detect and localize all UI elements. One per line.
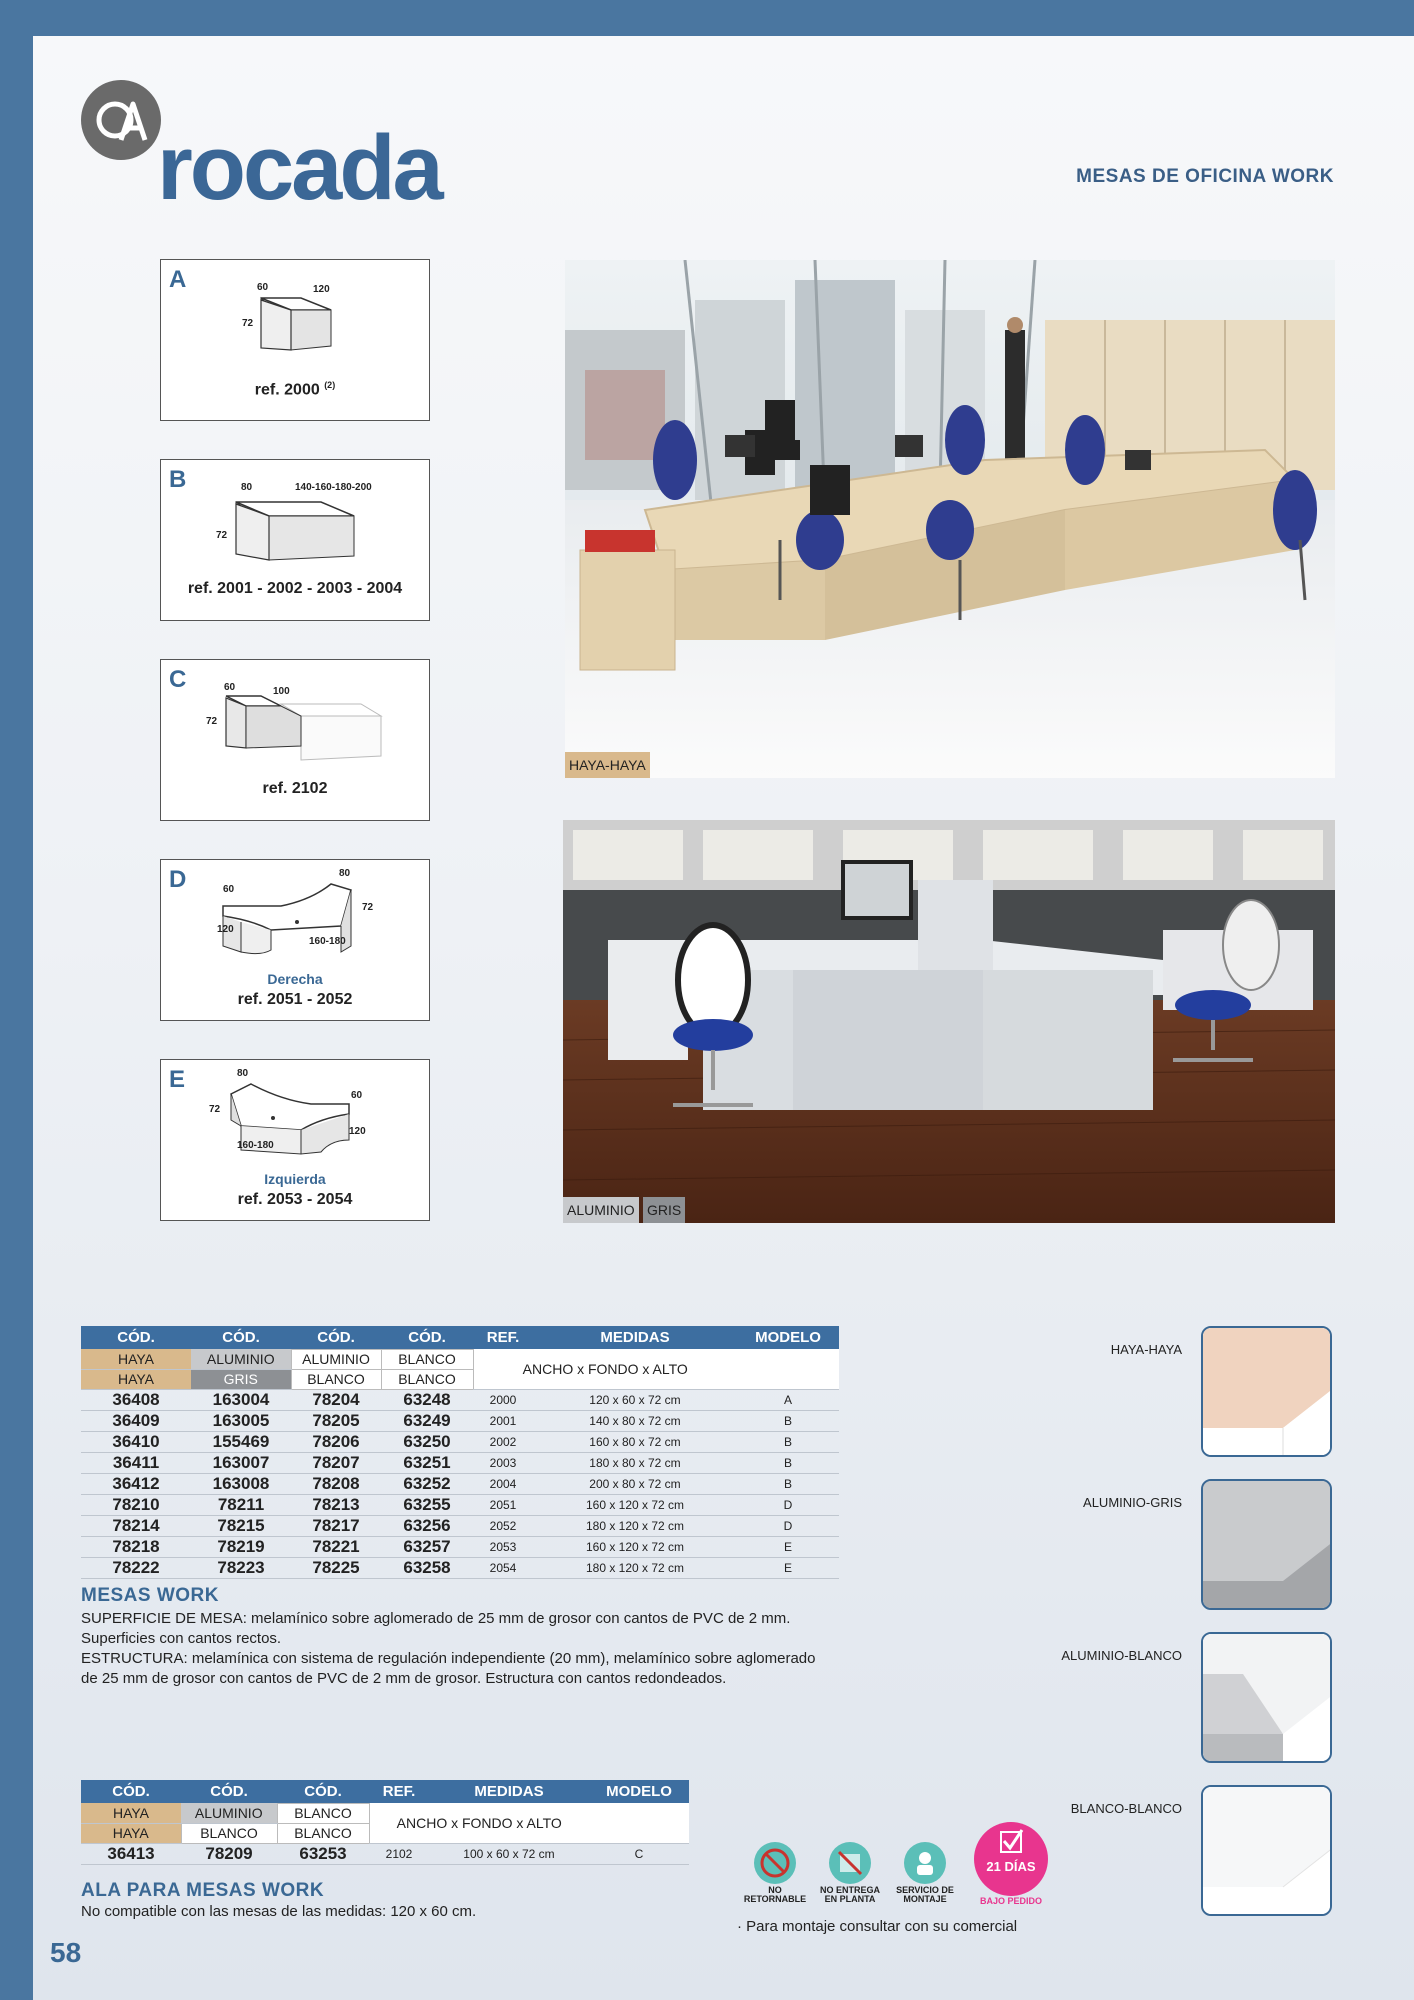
- code-cell: 63256: [381, 1515, 473, 1536]
- col-header: CÓD.: [81, 1326, 191, 1349]
- office-photo-aluminio: [563, 820, 1335, 1223]
- description-line: SUPERFICIE DE MESA: melamínico sobre aglomerado de 25 mm de grosor con cantos de PVC de 2 mm.: [81, 1610, 791, 1627]
- finish-row: [81, 1349, 839, 1369]
- code-cell: 78223: [191, 1557, 291, 1578]
- swatch-label: ALUMINIO-BLANCO: [1061, 1648, 1182, 1663]
- value-cell: 2051: [473, 1494, 533, 1515]
- value-cell: D: [737, 1515, 839, 1536]
- finish-row: [81, 1803, 689, 1823]
- dim-depth: 60: [224, 682, 236, 693]
- value-cell: 100 x 60 x 72 cm: [429, 1843, 589, 1864]
- table-row: [81, 1557, 839, 1578]
- table-header-row: [81, 1326, 839, 1349]
- dim-left: 120: [217, 924, 234, 935]
- value-cell: 2001: [473, 1410, 533, 1431]
- model-letter: E: [169, 1066, 186, 1093]
- col-header: CÓD.: [277, 1780, 369, 1803]
- code-cell: 36412: [81, 1473, 191, 1494]
- code-cell: 78225: [291, 1557, 381, 1578]
- code-cell: 78205: [291, 1410, 381, 1431]
- swatch-label: HAYA-HAYA: [1110, 1342, 1182, 1357]
- model-ref: ref. 2001 - 2002 - 2003 - 2004: [187, 580, 403, 597]
- swatch-aluminio-blanco: [1201, 1632, 1332, 1763]
- dim-height: 72: [216, 530, 228, 541]
- finish-cell: HAYA: [81, 1349, 191, 1369]
- value-cell: 2004: [473, 1473, 533, 1494]
- model-letter: A: [169, 266, 187, 293]
- value-cell: 180 x 120 x 72 cm: [533, 1515, 737, 1536]
- col-header: MODELO: [589, 1780, 689, 1803]
- empty-cell: [737, 1349, 839, 1389]
- code-cell: 78211: [191, 1494, 291, 1515]
- value-cell: 160 x 80 x 72 cm: [533, 1431, 737, 1452]
- swatch-haya-haya: [1201, 1326, 1332, 1457]
- dim-width: 100: [273, 686, 290, 697]
- badge-label-no-entrega: NO ENTREGA EN PLANTA: [819, 1885, 880, 1904]
- table-header-row: [81, 1780, 689, 1803]
- dim-height: 72: [209, 1104, 221, 1115]
- value-cell: A: [737, 1389, 839, 1410]
- value-cell: 2003: [473, 1452, 533, 1473]
- dim-height: 72: [362, 902, 374, 913]
- code-cell: 155469: [191, 1431, 291, 1452]
- ala-price-table: [81, 1780, 689, 1865]
- ala-description: No compatible con las mesas de las medidas: 120 x 60 cm.: [81, 1903, 477, 1920]
- assembly-service-icon: [904, 1842, 946, 1884]
- medidas-label: ANCHO x FONDO x ALTO: [473, 1349, 737, 1389]
- model-letter: C: [169, 666, 187, 693]
- page-number: 58: [50, 1937, 82, 1968]
- finish-tag: HAYA-HAYA: [565, 752, 650, 778]
- col-header: CÓD.: [381, 1326, 473, 1349]
- model-box-b: [160, 459, 430, 621]
- description-line: ESTRUCTURA: melamínica con sistema de regulación independiente (20 mm), melamínico sobre aglomerado: [81, 1650, 816, 1667]
- col-header: CÓD.: [81, 1780, 181, 1803]
- model-side: Derecha: [267, 971, 323, 987]
- table-row: [81, 1431, 839, 1452]
- medidas-label: ANCHO x FONDO x ALTO: [369, 1803, 589, 1843]
- code-cell: 78222: [81, 1557, 191, 1578]
- value-cell: 2102: [369, 1843, 429, 1864]
- section-title-ala: ALA PARA MESAS WORK: [81, 1880, 325, 1901]
- value-cell: B: [737, 1473, 839, 1494]
- code-cell: 78221: [291, 1536, 381, 1557]
- value-cell: 180 x 80 x 72 cm: [533, 1452, 737, 1473]
- model-box-d: [160, 859, 430, 1021]
- model-box-a: [160, 259, 430, 421]
- table-row: [81, 1410, 839, 1431]
- table-body: [81, 1843, 689, 1864]
- col-header: CÓD.: [181, 1780, 277, 1803]
- code-cell: 63250: [381, 1431, 473, 1452]
- table-row: [81, 1494, 839, 1515]
- dim-right: 120: [349, 1126, 366, 1137]
- col-header: MEDIDAS: [533, 1326, 737, 1349]
- code-cell: 78207: [291, 1452, 381, 1473]
- swatch-blanco-blanco: [1201, 1785, 1332, 1916]
- value-cell: 160 x 120 x 72 cm: [533, 1494, 737, 1515]
- page-title: MESAS DE OFICINA WORK: [1076, 166, 1334, 187]
- no-return-icon: [754, 1842, 796, 1884]
- table-row: [81, 1473, 839, 1494]
- value-cell: E: [737, 1536, 839, 1557]
- table-row: [81, 1452, 839, 1473]
- value-cell: 2052: [473, 1515, 533, 1536]
- assembly-footnote: · Para montaje consultar con su comercial: [737, 1918, 1018, 1935]
- swatch-label: ALUMINIO-GRIS: [1083, 1495, 1182, 1510]
- dim-width: 160-180: [309, 936, 346, 947]
- code-cell: 78209: [181, 1843, 277, 1864]
- code-cell: 63248: [381, 1389, 473, 1410]
- col-header: REF.: [369, 1780, 429, 1803]
- code-cell: 78210: [81, 1494, 191, 1515]
- model-ref: ref. 2000 $^{(2)}$: [254, 380, 336, 399]
- model-ref: ref. 2051 - 2052: [237, 991, 353, 1008]
- badge-label-bajo-pedido: BAJO PEDIDO: [979, 1896, 1042, 1906]
- finish-cell: BLANCO: [381, 1349, 473, 1369]
- badge-label-servicio: SERVICIO DE MONTAJE: [896, 1885, 954, 1904]
- dim-depth: 80: [237, 1068, 249, 1079]
- code-cell: 78208: [291, 1473, 381, 1494]
- value-cell: C: [589, 1843, 689, 1864]
- finish-tag-a: ALUMINIO: [563, 1197, 639, 1223]
- finish-cell: HAYA: [81, 1803, 181, 1823]
- code-cell: 78217: [291, 1515, 381, 1536]
- code-cell: 36408: [81, 1389, 191, 1410]
- col-header: MODELO: [737, 1326, 839, 1349]
- check-icon: [974, 1822, 1048, 1856]
- table-body: [81, 1389, 839, 1578]
- dim-width: 120: [313, 284, 330, 295]
- value-cell: 120 x 60 x 72 cm: [533, 1389, 737, 1410]
- code-cell: 63258: [381, 1557, 473, 1578]
- finish-cell: GRIS: [191, 1369, 291, 1389]
- code-cell: 78218: [81, 1536, 191, 1557]
- value-cell: E: [737, 1557, 839, 1578]
- delivery-days-badge: [974, 1822, 1048, 1896]
- value-cell: B: [737, 1452, 839, 1473]
- code-cell: 63253: [277, 1843, 369, 1864]
- model-ref: ref. 2102: [262, 780, 328, 797]
- section-title-mesas: MESAS WORK: [81, 1585, 219, 1606]
- badge-label-no-retornable: NO RETORNABLE: [743, 1885, 807, 1904]
- value-cell: 160 x 120 x 72 cm: [533, 1536, 737, 1557]
- finish-cell: BLANCO: [381, 1369, 473, 1389]
- code-cell: 63252: [381, 1473, 473, 1494]
- model-box-c: [160, 659, 430, 821]
- value-cell: B: [737, 1431, 839, 1452]
- description-line: de 25 mm de grosor con cantos de PVC de 2 mm de grosor. Estructura con cantos redondeados.: [81, 1670, 727, 1687]
- code-cell: 78214: [81, 1515, 191, 1536]
- dim-return: 80: [339, 868, 351, 879]
- code-cell: 36411: [81, 1452, 191, 1473]
- code-cell: 78213: [291, 1494, 381, 1515]
- finish-cell: BLANCO: [277, 1823, 369, 1843]
- col-header: REF.: [473, 1326, 533, 1349]
- finish-cell: ALUMINIO: [181, 1803, 277, 1823]
- logo-mark-icon: [81, 80, 161, 160]
- value-cell: B: [737, 1410, 839, 1431]
- value-cell: 2000: [473, 1389, 533, 1410]
- finish-cell: BLANCO: [291, 1369, 381, 1389]
- code-cell: 78215: [191, 1515, 291, 1536]
- code-cell: 63255: [381, 1494, 473, 1515]
- code-cell: 36410: [81, 1431, 191, 1452]
- finish-cell: HAYA: [81, 1823, 181, 1843]
- dim-depth: 60: [223, 884, 235, 895]
- value-cell: 2054: [473, 1557, 533, 1578]
- code-cell: 78204: [291, 1389, 381, 1410]
- dim-height: 72: [242, 318, 254, 329]
- brand-name: rocada: [157, 117, 441, 219]
- office-photo-haya: [565, 260, 1335, 778]
- model-ref: ref. 2053 - 2054: [237, 1191, 353, 1208]
- table-row: [81, 1843, 689, 1864]
- description-line: Superficies con cantos rectos.: [81, 1630, 282, 1647]
- mesas-description: [81, 1609, 861, 1689]
- finish-cell: BLANCO: [277, 1803, 369, 1823]
- finish-tag-b: GRIS: [643, 1197, 685, 1223]
- swatch-label: BLANCO-BLANCO: [1070, 1801, 1182, 1816]
- dim-height: 72: [206, 716, 218, 727]
- table-row: [81, 1389, 839, 1410]
- delivery-days: 21 DÍAS: [986, 1859, 1036, 1874]
- dim-depth: 80: [241, 482, 253, 493]
- dim-depth: 60: [257, 282, 269, 293]
- swatch-aluminio-gris: [1201, 1479, 1332, 1610]
- code-cell: 163008: [191, 1473, 291, 1494]
- value-cell: 2053: [473, 1536, 533, 1557]
- code-cell: 163004: [191, 1389, 291, 1410]
- dim-width: 160-180: [237, 1140, 274, 1151]
- model-side: Izquierda: [264, 1171, 326, 1187]
- desk-price-table: [81, 1326, 839, 1579]
- code-cell: 78219: [191, 1536, 291, 1557]
- finish-cell: ALUMINIO: [191, 1349, 291, 1369]
- finish-cell: HAYA: [81, 1369, 191, 1389]
- col-header: CÓD.: [291, 1326, 381, 1349]
- no-delivery-icon: [829, 1842, 871, 1884]
- value-cell: 2002: [473, 1431, 533, 1452]
- value-cell: D: [737, 1494, 839, 1515]
- finish-cell: ALUMINIO: [291, 1349, 381, 1369]
- finish-cell: BLANCO: [181, 1823, 277, 1843]
- table-row: [81, 1515, 839, 1536]
- empty-cell: [589, 1803, 689, 1843]
- code-cell: 36409: [81, 1410, 191, 1431]
- model-letter: D: [169, 866, 187, 893]
- value-cell: 140 x 80 x 72 cm: [533, 1410, 737, 1431]
- code-cell: 36413: [81, 1843, 181, 1864]
- code-cell: 63257: [381, 1536, 473, 1557]
- model-letter: B: [169, 466, 187, 493]
- code-cell: 63249: [381, 1410, 473, 1431]
- value-cell: 200 x 80 x 72 cm: [533, 1473, 737, 1494]
- dim-return: 60: [351, 1090, 363, 1101]
- col-header: CÓD.: [191, 1326, 291, 1349]
- code-cell: 63251: [381, 1452, 473, 1473]
- col-header: MEDIDAS: [429, 1780, 589, 1803]
- model-box-e: [160, 1059, 430, 1221]
- code-cell: 163005: [191, 1410, 291, 1431]
- dim-width: 140-160-180-200: [295, 482, 372, 493]
- value-cell: 180 x 120 x 72 cm: [533, 1557, 737, 1578]
- code-cell: 163007: [191, 1452, 291, 1473]
- code-cell: 78206: [291, 1431, 381, 1452]
- table-row: [81, 1536, 839, 1557]
